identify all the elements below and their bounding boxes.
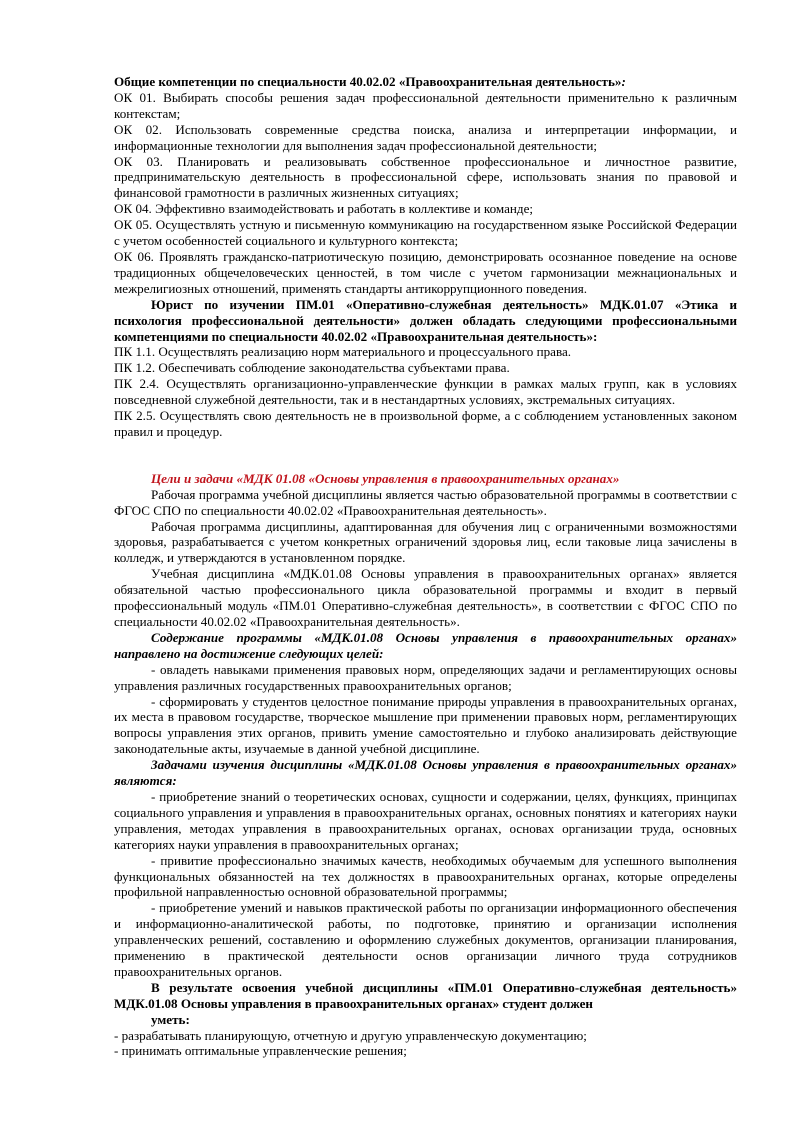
competency-pk24: ПК 2.4. Осуществлять организационно-управленческие функции в рамках малых групп, как в условиях повседневной служебной деятельности, так и в нестандартных условиях, экстремальных ситуациях.	[114, 376, 737, 408]
general-competencies-heading: Общие компетенции по специальности 40.02.02 «Правоохранительная деятельность»:	[114, 74, 626, 89]
skill-item-1: - разрабатывать планирующую, отчетную и другую управленческую документацию;	[114, 1027, 587, 1043]
goal-item-2: - сформировать у студентов целостное понимание природы управления в правоохранительных органах, их места в правовом государстве, творческое мышление при применении правовых норм, регламентирующих вопросы управления этих органов, привить умение самостоятельно и глубоко анализировать действующие законодательные акты, изучаемые в данной учебной дисциплине.	[114, 693, 737, 757]
competency-ok05: ОК 05. Осуществлять устную и письменную коммуникацию на государственном языке Российской Федерации с учетом особенностей социального и культурного контекста;	[114, 217, 737, 249]
skills-label: уметь:	[151, 1011, 190, 1027]
task-item-2: - привитие профессионально значимых качеств, необходимых обучаемым для успешного выполнения функциональных обязанностей на тех должностях в правоохранительных органах, которые определены профильной направленностью основной образовательной программы;	[114, 852, 737, 900]
skill-item-2: - принимать оптимальные управленческие решения;	[114, 1043, 407, 1059]
task-item-3: - приобретение умений и навыков практической работы по организации информационного обеспечения и информационно-аналитической работы, по подготовке, принятию и организации исполнения управленческих решений, составлению и оформлению служебных документов, организации планирования, применению в практической деятельности основ организации личного труда сотрудников правоохранительных органов.	[114, 900, 737, 979]
goals-paragraph-3: Учебная дисциплина «МДК.01.08 Основы управления в правоохранительных органах» является обязательной частью профессионального цикла образовательной программы и входит в первый профессиональный модуль «ПМ.01 Оперативно-служебная деятельность», в соответствии с ФГОС СПО по специальности 40.02.02 «Правоохранительная деятельность».	[114, 566, 737, 629]
competency-pk12: ПК 1.2. Обеспечивать соблюдение законодательства субъектами права.	[114, 360, 510, 376]
goals-paragraph-2: Рабочая программа дисциплины, адаптированная для обучения лиц с ограниченными возможностями здоровья, разрабатывается с учетом конкретных ограничений здоровья лиц, если таковые лица зачислены в колледж, и утверждаются в установленном порядке.	[114, 518, 737, 566]
competency-pk25: ПК 2.5. Осуществлять свою деятельность не в произвольной форме, а с соблюдением установленных законом правил и процедур.	[114, 408, 737, 439]
competency-pk11: ПК 1.1. Осуществлять реализацию норм материального и процессуального права.	[114, 344, 572, 360]
task-item-1: - приобретение знаний о теоретических основах, сущности и содержании, целях, функциях, принципах социального управления и управления в правоохранительных органах, основных понятиях и категориях науки управления, методах управления в правоохранительных органах, основах организации труда, основных категориях науки управления в правоохранительных органах;	[114, 788, 737, 852]
tasks-heading: Задачами изучения дисциплины «МДК.01.08 Основы управления в правоохранительных органах» являются:	[114, 757, 737, 789]
content-goals-heading: Содержание программы «МДК.01.08 Основы управления в правоохранительных органах» направлено на достижение следующих целей:	[114, 629, 737, 661]
competency-ok02: ОК 02. Использовать современные средства поиска, анализа и интерпретации информации, и информационные технологии для выполнения задач профессиональной деятельности;	[114, 121, 737, 153]
goals-section-heading: Цели и задачи «МДК 01.08 «Основы управления в правоохранительных органах»	[151, 470, 620, 486]
goals-paragraph-1: Рабочая программа учебной дисциплины является частью образовательной программы в соответствии с ФГОС СПО по специальности 40.02.02 «Правоохранительная деятельность».	[114, 486, 737, 518]
section-gap	[114, 440, 737, 471]
competency-ok04: ОК 04. Эффективно взаимодействовать и работать в коллективе и команде;	[114, 201, 534, 217]
competency-ok01: ОК 01. Выбирать способы решения задач профессиональной деятельности применительно к различным контекстам;	[114, 89, 737, 121]
competency-ok03: ОК 03. Планировать и реализовывать собственное профессиональное и личностное развитие, предпринимательскую деятельность в профессиональной сфере, использовать знания по правовой и финансовой грамотности в различных жизненных ситуациях;	[114, 153, 737, 201]
professional-competencies-heading: Юрист по изучении ПМ.01 «Оперативно-служебная деятельность» МДК.01.07 «Этика и психология профессиональной деятельности» должен обладать следующими профессиональными компетенциями по специальности 40.02.02 «Правоохранительная деятельность»:	[114, 296, 737, 344]
goal-item-1: - овладеть навыками применения правовых норм, определяющих задачи и регламентирующих основы управления различных государственных правоохранительных органов;	[114, 661, 737, 693]
competency-ok06: ОК 06. Проявлять гражданско-патриотическую позицию, демонстрировать осознанное поведение на основе традиционных общечеловеческих ценностей, в том числе с учетом гармонизации межнациональных и межрелигиозных отношений, применять стандарты антикоррупционного поведения.	[114, 248, 737, 296]
results-heading: В результате освоения учебной дисциплины «ПМ.01 Оперативно-служебная деятельность» МДК.01.08 Основы управления в правоохранительных органах» студент должен	[114, 979, 737, 1011]
